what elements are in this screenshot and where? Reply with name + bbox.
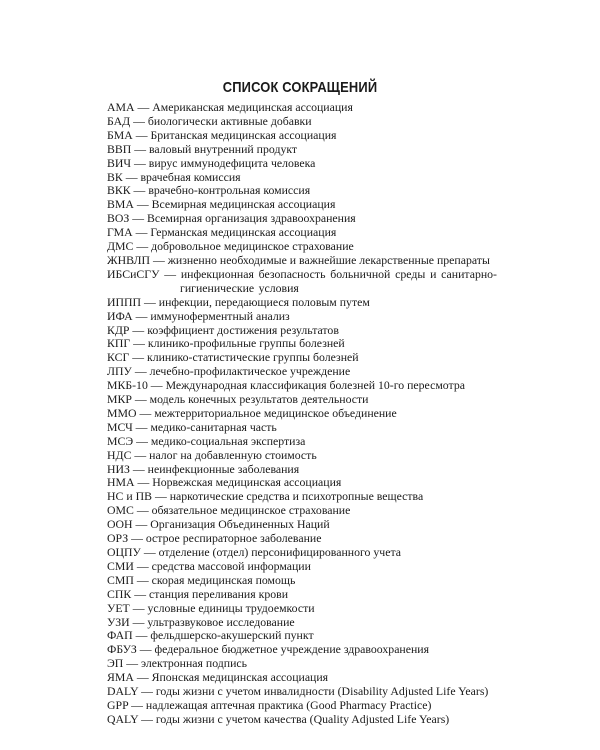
abbreviation: МСЭ — [107, 433, 134, 448]
abbreviation: ИБСиСГУ — [107, 266, 160, 281]
definition: Германская медицинская ассоциация — [150, 225, 337, 240]
separator: — — [133, 572, 152, 587]
list-item — [107, 212, 497, 226]
definition: острое респираторное заболевание — [145, 531, 322, 546]
definition: Японская медицинская ассоциация — [151, 670, 329, 685]
definition: отделение (отдел) персонифицированного учета — [158, 545, 401, 559]
list-item — [107, 226, 497, 240]
separator: — — [147, 378, 166, 393]
abbreviation: СМИ — [107, 558, 134, 573]
list-item — [107, 171, 497, 185]
separator: — — [129, 600, 148, 615]
list-item — [107, 379, 497, 393]
separator: — — [133, 558, 152, 573]
definition: фельдшерско-акушерский пункт — [150, 628, 314, 643]
separator: — — [150, 252, 168, 267]
list-item — [107, 699, 497, 713]
abbreviation: QALY — [107, 711, 139, 726]
definition: Норвежская медицинская ассоциация — [152, 475, 342, 490]
list-item — [107, 129, 497, 143]
abbreviation: ЛПУ — [107, 364, 132, 379]
separator: — — [132, 419, 151, 434]
list-item — [107, 560, 497, 574]
list-item — [107, 629, 497, 643]
abbreviation-list — [107, 101, 497, 727]
separator: — — [133, 239, 152, 254]
list-item — [107, 296, 497, 310]
definition: клинико-статистические группы болезней — [146, 350, 359, 365]
definition: годы жизни с учетом инвалидности (Disability Adjusted Life Years) — [155, 684, 489, 699]
list-item — [107, 268, 497, 296]
definition: медико-социальная экспертиза — [150, 433, 306, 448]
abbreviation: БАД — [107, 113, 131, 128]
abbreviation: УЗИ — [107, 614, 130, 629]
separator: — — [131, 364, 150, 379]
list-item — [107, 643, 497, 657]
list-item — [107, 421, 497, 435]
separator: — — [132, 127, 151, 142]
definition: иммуноферментный анализ — [150, 308, 290, 323]
separator: — — [136, 405, 155, 420]
definition: годы жизни с учетом качества (Quality Adjusted Life Years) — [155, 711, 450, 726]
abbreviation: ОМС — [107, 503, 134, 518]
separator: — — [132, 308, 151, 323]
separator: — — [133, 670, 152, 685]
list-item — [107, 449, 497, 463]
separator: — — [138, 711, 156, 726]
abbreviation: НС и ПВ — [107, 489, 152, 504]
definition: условные единицы трудоемкости — [147, 600, 315, 615]
abbreviation: ОРЗ — [107, 531, 129, 546]
list-item — [107, 490, 497, 504]
separator: — — [141, 294, 159, 309]
list-item — [107, 574, 497, 588]
list-item — [107, 546, 497, 560]
definition: клинико-профильные группы болезней — [147, 336, 345, 351]
page-title: СПИСОК СОКРАЩЕНИЙ — [222, 79, 378, 96]
separator: — — [131, 141, 149, 156]
abbreviation: НМА — [107, 475, 135, 490]
abbreviation: ВК — [107, 169, 123, 184]
list-item — [107, 407, 497, 421]
definition: федеральное бюджетное учреждение здравоохранения — [154, 642, 430, 657]
definition: коэффициент достижения результатов — [147, 322, 339, 337]
list-item — [107, 143, 497, 157]
abbreviation: ЖНВЛП — [107, 252, 151, 267]
separator: — — [138, 684, 156, 699]
list-item — [107, 324, 497, 338]
list-item — [107, 713, 497, 727]
separator: — — [130, 183, 149, 198]
definition: средства массовой информации — [151, 558, 311, 573]
definition: Всемирная организация здравоохранения — [147, 211, 356, 226]
list-item — [107, 476, 497, 490]
abbreviation: УЕТ — [107, 600, 130, 615]
separator: — — [140, 545, 159, 559]
list-item — [107, 518, 497, 532]
abbreviation: МКР — [107, 392, 132, 407]
list-item — [107, 602, 497, 616]
separator: — — [122, 169, 141, 184]
separator: — — [129, 211, 148, 226]
definition: вирус иммунодефицита человека — [148, 155, 316, 170]
abbreviation: ЯМА — [107, 670, 134, 685]
separator: — — [133, 433, 151, 448]
abbreviation: ФАП — [107, 628, 133, 643]
separator: — — [132, 517, 151, 532]
separator: — — [134, 100, 153, 114]
separator: — — [131, 447, 150, 462]
definition: станция переливания крови — [148, 586, 289, 601]
definition: Организация Объединенных Наций — [150, 517, 330, 532]
separator: — — [130, 336, 148, 351]
abbreviation: АМА — [107, 100, 135, 114]
list-item — [107, 254, 497, 268]
definition: надлежащая аптечная практика (Good Pharmacy Practice) — [145, 697, 432, 712]
separator: — — [131, 586, 149, 601]
separator: — — [128, 697, 146, 712]
separator: — — [152, 489, 170, 504]
definition: валовый внутренний продукт — [148, 141, 298, 156]
separator: — — [129, 322, 148, 337]
definition: Американская медицинская ассоциация — [152, 100, 353, 114]
abbreviation: GPP — [107, 697, 129, 712]
list-item — [107, 240, 497, 254]
definition: неинфекционные заболевания — [147, 461, 300, 476]
list-item — [107, 393, 497, 407]
list-item — [107, 157, 497, 171]
list-item — [107, 198, 497, 212]
definition: наркотические средства и психотропные вещества — [169, 489, 424, 504]
separator: — — [123, 656, 142, 671]
separator: — — [129, 461, 148, 476]
list-item — [107, 101, 497, 115]
list-item — [107, 616, 497, 630]
definition: модель конечных результатов деятельности — [149, 392, 369, 407]
definition: врачебно-контрольная комиссия — [148, 183, 311, 198]
abbreviation: ММО — [107, 405, 137, 420]
definition: скорая медицинская помощь — [151, 572, 296, 587]
list-item — [107, 588, 497, 602]
list-item — [107, 671, 497, 685]
abbreviation: ДМС — [107, 239, 134, 254]
abbreviation: МКБ-10 — [107, 378, 148, 393]
abbreviation: ЭП — [107, 656, 124, 671]
definition: лечебно-профилактическое учреждение — [149, 364, 351, 379]
definition: добровольное медицинское страхование — [151, 239, 354, 254]
abbreviation: НДС — [107, 447, 132, 462]
list-item — [107, 685, 497, 699]
abbreviation: ИФА — [107, 308, 133, 323]
abbreviation: ООН — [107, 517, 133, 532]
abbreviation: БМА — [107, 127, 133, 142]
separator: — — [159, 266, 181, 281]
separator: — — [130, 113, 148, 128]
separator: — — [132, 225, 151, 240]
list-item — [107, 435, 497, 449]
abbreviation: СМП — [107, 572, 134, 587]
separator: — — [129, 614, 148, 629]
separator: — — [131, 155, 149, 170]
abbreviation: DALY — [107, 684, 139, 699]
abbreviation: КПГ — [107, 336, 131, 351]
definition: биологически активные добавки — [147, 113, 312, 128]
abbreviation: ИППП — [107, 294, 142, 309]
separator: — — [129, 350, 147, 365]
abbreviation: ВОЗ — [107, 211, 130, 226]
list-item — [107, 463, 497, 477]
abbreviation: ФБУЗ — [107, 642, 137, 657]
separator: — — [132, 628, 151, 643]
abbreviation: ОЦПУ — [107, 545, 141, 559]
list-item — [107, 504, 497, 518]
abbreviation: ВИЧ — [107, 155, 132, 170]
separator: — — [131, 392, 150, 407]
list-item — [107, 365, 497, 379]
definition: Международная классификация болезней 10-го пересмотра — [165, 378, 465, 393]
list-item — [107, 115, 497, 129]
definition: налог на добавленную стоимость — [149, 447, 317, 462]
list-item — [107, 310, 497, 324]
abbreviation: ВМА — [107, 197, 134, 212]
abbreviation: НИЗ — [107, 461, 130, 476]
definition: Всемирная медицинская ассоциация — [151, 197, 336, 212]
definition: обязательное медицинское страхование — [151, 503, 351, 518]
list-item — [107, 337, 497, 351]
abbreviation: МСЧ — [107, 419, 133, 434]
list-item — [107, 184, 497, 198]
list-item — [107, 351, 497, 365]
definition: ультразвуковое исследование — [147, 614, 295, 629]
abbreviation: КДР — [107, 322, 130, 337]
definition: врачебная комиссия — [140, 169, 241, 184]
abbreviation: КСГ — [107, 350, 130, 365]
abbreviation: ВКК — [107, 183, 131, 198]
abbreviation: ГМА — [107, 225, 133, 240]
definition: электронная подпись — [141, 656, 248, 671]
separator: — — [128, 531, 146, 546]
definition: межтерриториальное медицинское объединение — [154, 405, 397, 420]
definition: инфекционная безопасность больничной среды и санитарно-гигиенические условия — [180, 266, 497, 295]
definition: жизненно необходимые и важнейшие лекарственные препараты — [167, 252, 490, 267]
abbreviation: СПК — [107, 586, 132, 601]
separator: — — [134, 475, 153, 490]
definition: инфекции, передающиеся половым путем — [158, 294, 370, 309]
definition: медико-санитарная часть — [150, 419, 277, 434]
abbreviation: ВВП — [107, 141, 132, 156]
separator: — — [133, 197, 152, 212]
list-item — [107, 532, 497, 546]
separator: — — [136, 642, 155, 657]
list-item — [107, 657, 497, 671]
definition: Британская медицинская ассоциация — [150, 127, 337, 142]
separator: — — [133, 503, 152, 518]
